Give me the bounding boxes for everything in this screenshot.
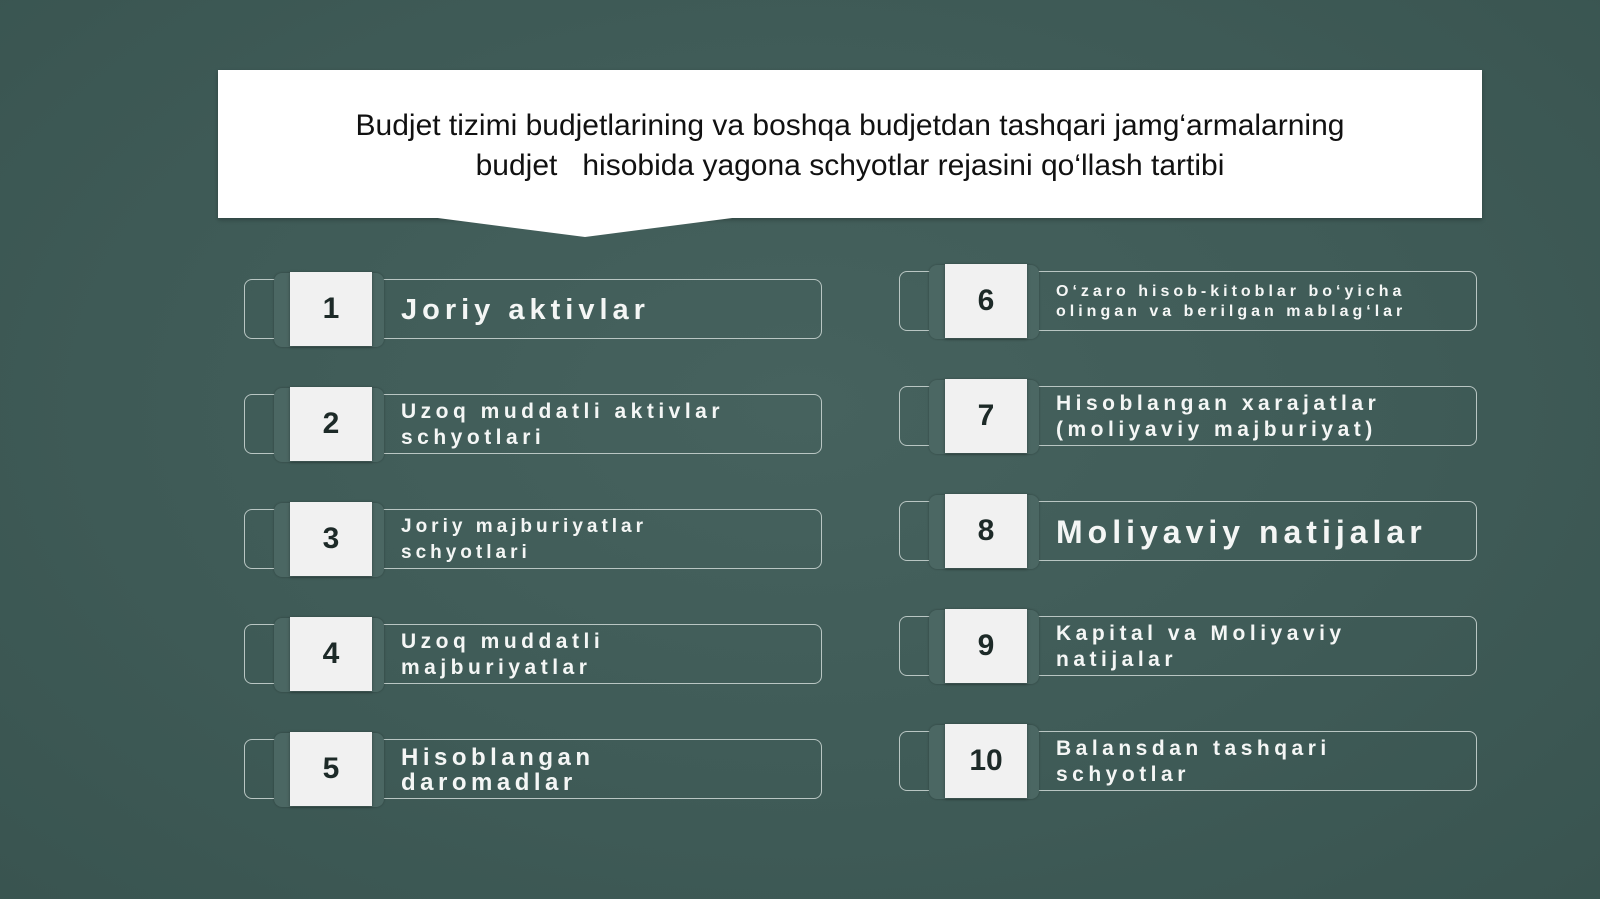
title-line-2: budjet hisobida yagona schyotlar rejasini qo‘llash tartibi — [475, 149, 1225, 182]
item-label-line-1: O‘zaro hisob-kitoblar bo‘yicha — [1056, 283, 1406, 300]
list-item-3 — [244, 503, 824, 577]
item-label-line-2: schyotlar — [1056, 763, 1190, 786]
list-item-10 — [899, 725, 1479, 799]
item-number: 5 — [290, 732, 372, 806]
item-label-line-2: (moliyaviy majburiyat) — [1056, 418, 1377, 441]
item-label-line-2: schyotlari — [401, 426, 546, 449]
title-callout — [218, 70, 1482, 218]
item-label — [401, 394, 813, 456]
item-number: 9 — [945, 609, 1027, 683]
list-item-1 — [244, 273, 824, 347]
item-label — [1056, 386, 1468, 448]
callout-pointer — [430, 217, 740, 237]
item-number: 1 — [290, 272, 372, 346]
item-label-line-1: Hisoblangan xarajatlar — [1056, 392, 1381, 415]
item-label — [1056, 501, 1468, 563]
item-label — [401, 624, 813, 686]
item-label — [401, 509, 813, 571]
item-number: 4 — [290, 617, 372, 691]
item-label — [401, 739, 813, 801]
list-item-2 — [244, 388, 824, 462]
item-label-line-1: Kapital va Moliyaviy — [1056, 622, 1346, 645]
item-label-line-2: natijalar — [1056, 648, 1178, 671]
item-label-line-2: majburiyatlar — [401, 656, 592, 679]
item-number: 3 — [290, 502, 372, 576]
item-label-line-1: Uzoq muddatli — [401, 630, 605, 653]
item-label-line-1: Uzoq muddatli aktivlar — [401, 400, 725, 423]
item-label-line-1: Joriy aktivlar — [401, 294, 650, 326]
item-label-line-1: Moliyaviy natijalar — [1056, 514, 1427, 550]
list-item-7 — [899, 380, 1479, 454]
item-label-line-1: Joriy majburiyatlar — [401, 516, 648, 537]
list-item-4 — [244, 618, 824, 692]
title-line-1: Budjet tizimi budjetlarining va boshqa budjetdan tashqari jamg‘armalarning — [355, 109, 1345, 142]
item-label — [401, 279, 813, 341]
item-number: 10 — [945, 724, 1027, 798]
item-label — [1056, 731, 1468, 793]
item-label — [1056, 616, 1468, 678]
item-number: 2 — [290, 387, 372, 461]
item-label-line-1: Balansdan tashqari — [1056, 737, 1331, 760]
item-number: 6 — [945, 264, 1027, 338]
list-item-9 — [899, 610, 1479, 684]
item-label — [1056, 271, 1468, 333]
list-item-8 — [899, 495, 1479, 569]
list-item-6 — [899, 265, 1479, 339]
item-label-line-2: olingan va berilgan mablag‘lar — [1056, 303, 1407, 320]
item-label-line-2: schyotlari — [401, 542, 531, 563]
item-number: 8 — [945, 494, 1027, 568]
item-number: 7 — [945, 379, 1027, 453]
list-item-5 — [244, 733, 824, 807]
page-title — [218, 106, 1482, 186]
item-label-line-1: Hisoblangan — [401, 744, 595, 771]
item-label-line-2: daromadlar — [401, 769, 577, 796]
